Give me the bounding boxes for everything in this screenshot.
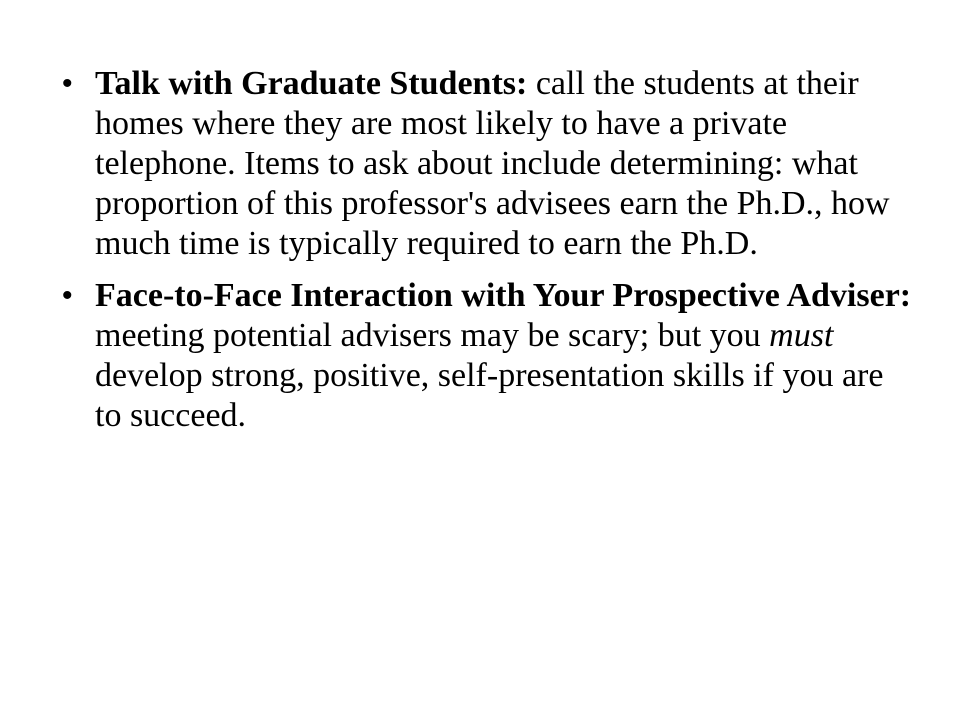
bullet-list bbox=[62, 64, 912, 448]
bullet-face-to-face bbox=[62, 276, 912, 436]
bullet-text: meeting potential advisers may be scary; but you bbox=[95, 317, 770, 354]
bullet-marker-icon: • bbox=[62, 279, 73, 312]
bullet-marker-icon: • bbox=[62, 67, 73, 100]
bullet-title: Face-to-Face Interaction with Your Prospective Adviser: bbox=[95, 277, 912, 314]
bullet-text: call the students at their homes where they are most likely to have a private telephone. Items to ask about include determining: what proportion of this professor's advisees earn the Ph.D., how much time is typically required to earn the Ph.D. bbox=[95, 65, 890, 262]
bullet-text-continued: develop strong, positive, self-presentation skills if you are to succeed. bbox=[95, 357, 884, 434]
bullet-emphasis: must bbox=[769, 317, 834, 354]
bullet-title: Talk with Graduate Students: bbox=[95, 65, 528, 102]
bullet-graduate-students bbox=[62, 64, 912, 264]
